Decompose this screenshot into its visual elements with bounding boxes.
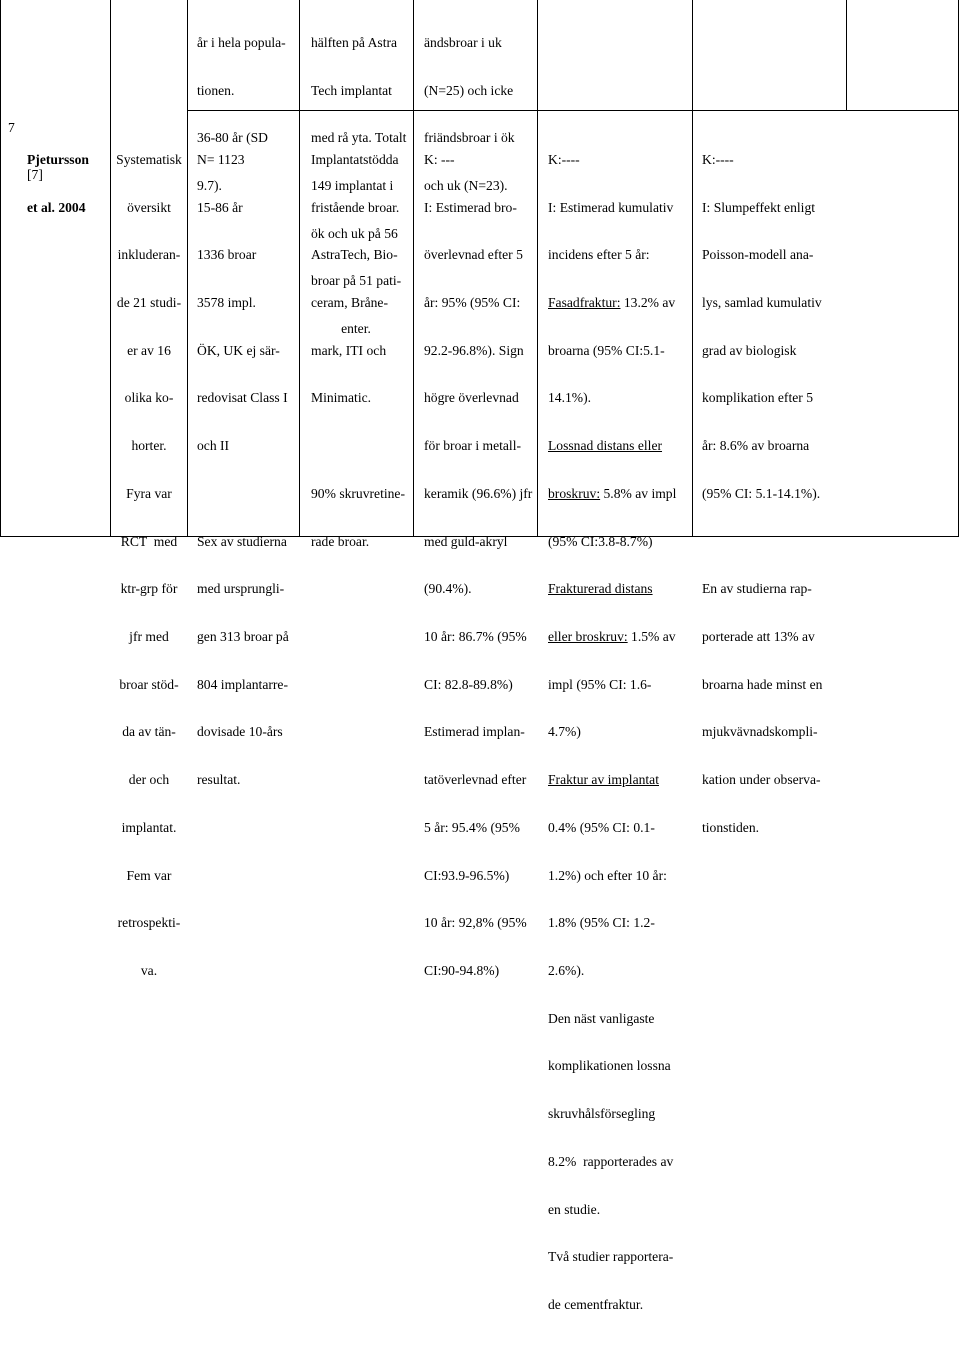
text-line: 5 år: 95.4% (95%: [424, 819, 520, 835]
text-line: [548, 486, 676, 502]
text-line: 10 år: 92,8% (95%: [424, 915, 527, 931]
outcome-cell-k1: [424, 120, 532, 1011]
outcome-cell-k2: [548, 120, 676, 1345]
grid-line: [692, 0, 693, 537]
text-line: tatöverlevnad efter: [424, 772, 527, 788]
text-line: Den näst vanligaste: [548, 1010, 655, 1026]
text-line: överlevnad efter 5: [424, 247, 523, 263]
text-line: och uk (N=23).: [424, 177, 508, 193]
text-line: broar på 51 pati-: [311, 273, 402, 289]
k-label: K:----: [548, 151, 580, 167]
value-text: 13.2% av: [620, 294, 676, 310]
text-line: Sex av studierna: [197, 533, 287, 549]
spacer: [311, 438, 405, 454]
text-line: N= 1123: [197, 151, 245, 167]
text-line: I: Slumpeffekt enligt: [702, 199, 816, 215]
population-cell: [197, 120, 289, 820]
text-line: olika ko-: [124, 390, 174, 406]
text-line: kation under observa-: [702, 772, 821, 788]
text-line: Tech implantat: [311, 82, 392, 98]
text-line: 92.2-96.8%). Sign: [424, 342, 524, 358]
spacer: [702, 534, 822, 550]
underlined-label: Fraktur av implantat: [548, 772, 659, 788]
reference-number: [7]: [27, 167, 43, 182]
text-line: 8.2% rapporterades av: [548, 1153, 674, 1169]
author-name: Pjetursson: [27, 151, 89, 167]
text-line: der och: [128, 772, 170, 788]
text-line: ÖK, UK ej sär-: [197, 342, 280, 358]
text-line: Estimerad implan-: [424, 724, 525, 740]
text-line: [548, 629, 676, 645]
text-line: högre överlevnad: [424, 390, 519, 406]
text-line: Systematisk: [116, 151, 182, 167]
text-line: CI:93.9-96.5%): [424, 867, 510, 883]
grid-line: [537, 0, 538, 537]
text-line: 4.7%): [548, 724, 581, 740]
text-line: mark, ITI och: [311, 342, 387, 358]
grid-line: [110, 0, 111, 537]
text-line: da av tän-: [122, 724, 176, 740]
text-line: fristående broar.: [311, 199, 400, 215]
text-line: broarna hade minst en: [702, 676, 823, 692]
text-line: mjukvävnadskompli-: [702, 724, 818, 740]
underlined-label: Lossnad distans eller: [548, 438, 663, 454]
text-line: ändsbroar i uk: [424, 34, 502, 50]
text-line: Två studier rapportera-: [548, 1249, 674, 1265]
text-line: (N=25) och icke: [424, 82, 514, 98]
author-cell: [27, 120, 89, 247]
text-line: tionstiden.: [702, 819, 760, 835]
text-line: tionen.: [197, 82, 235, 98]
text-line: (90.4%).: [424, 581, 472, 597]
grid-line: [299, 0, 300, 537]
text-line: 1336 broar: [197, 247, 257, 263]
text-line: år i hela popula-: [197, 34, 286, 50]
text-line: skruvhålsförsegling: [548, 1106, 656, 1122]
text-line: komplikation efter 5: [702, 390, 813, 406]
text-line: va.: [140, 963, 158, 979]
text-line: (95% CI: 5.1-14.1%).: [702, 485, 821, 501]
text-line: ök och uk på 56: [311, 225, 398, 241]
text-line: hälften på Astra: [311, 34, 398, 50]
text-line: år: 8.6% av broarna: [702, 438, 810, 454]
text-line: redovisat Class I: [197, 390, 288, 406]
text-line: ceram, Bråne-: [311, 294, 388, 310]
text-line: 149 implantat i: [311, 177, 394, 193]
text-line: de 21 studi-: [116, 294, 182, 310]
grid-line: [187, 0, 188, 537]
text-line: 0.4% (95% CI: 0.1-: [548, 819, 655, 835]
text-line: I: Estimerad bro-: [424, 199, 517, 215]
text-line: CI:90-94.8%): [424, 963, 500, 979]
text-line: inkluderan-: [117, 247, 181, 263]
text-line: broar stöd-: [119, 676, 179, 692]
underlined-label: broskruv:: [548, 485, 601, 501]
text-line: 36-80 år (SD: [197, 130, 268, 146]
text-line: CI: 82.8-89.8%): [424, 676, 513, 692]
text-line: keramik (96.6%) jfr: [424, 485, 533, 501]
text-line: impl (95% CI: 1.6-: [548, 676, 652, 692]
text-line: porterade att 13% av: [702, 628, 815, 644]
text-line: 804 implantarre-: [197, 676, 288, 692]
text-line: 3578 impl.: [197, 294, 256, 310]
text-line: översikt: [127, 199, 171, 215]
text-line: [548, 295, 676, 311]
text-line: I: Estimerad kumulativ: [548, 199, 674, 215]
text-line: en studie.: [548, 1201, 601, 1217]
text-line: broarna (95% CI:5.1-: [548, 342, 665, 358]
underlined-label: Fasadfraktur:: [548, 294, 621, 310]
text-line: 14.1%).: [548, 390, 592, 406]
underlined-label: Frakturerad distans: [548, 581, 653, 597]
intervention-cell: [311, 120, 405, 581]
text-line: Fem var: [126, 867, 172, 883]
k-label: K: ---: [424, 151, 455, 167]
spacer: [197, 486, 289, 502]
row-number: 7: [8, 120, 15, 135]
text-line: dovisade 10-års: [197, 724, 283, 740]
text-line: resultat.: [197, 772, 241, 788]
text-line: med rå yta. Totalt: [311, 130, 407, 146]
text-line: Minimatic.: [311, 390, 372, 406]
text-line: enter.: [341, 321, 371, 337]
text-line: retrospekti-: [117, 915, 181, 931]
design-cell: [112, 120, 186, 1011]
text-line: 9.7).: [197, 177, 222, 193]
underlined-label: eller broskruv:: [548, 629, 628, 644]
text-line: (95% CI:3.8-8.7%): [548, 533, 653, 549]
text-line: de cementfraktur.: [548, 1297, 644, 1313]
text-line: år: 95% (95% CI:: [424, 294, 521, 310]
text-line: friändsbroar i ök: [424, 130, 515, 146]
text-line: rade broar.: [311, 533, 370, 549]
grid-line: [846, 0, 847, 110]
text-line: 2.6%).: [548, 963, 585, 979]
text-line: med ursprungli-: [197, 581, 285, 597]
text-line: En av studierna rap-: [702, 581, 812, 597]
value-text: 1.5% av: [627, 629, 676, 644]
text-line: Implantatstödda: [311, 151, 399, 167]
author-year: et al. 2004: [27, 199, 86, 215]
value-text: 5.8% av impl: [600, 485, 677, 501]
text-line: för broar i metall-: [424, 438, 522, 454]
text-line: RCT med: [120, 533, 178, 549]
text-line: 90% skruvretine-: [311, 485, 405, 501]
text-line: incidens efter 5 år:: [548, 247, 650, 263]
grid-line: [0, 0, 1, 537]
text-line: 1.8% (95% CI: 1.2-: [548, 915, 655, 931]
text-line: komplikationen lossna: [548, 1058, 671, 1074]
text-line: implantat.: [121, 819, 177, 835]
text-line: jfr med: [129, 629, 169, 644]
text-line: grad av biologisk: [702, 342, 797, 358]
k-label: K:----: [702, 151, 734, 167]
text-line: 10 år: 86.7% (95%: [424, 629, 527, 644]
text-line: med guld-akryl: [424, 533, 508, 549]
text-line: horter.: [131, 438, 167, 454]
text-line: och II: [197, 438, 230, 454]
text-line: AstraTech, Bio-: [311, 247, 398, 263]
outcome-cell-k3: [702, 120, 822, 868]
text-line: er av 16: [127, 342, 171, 358]
text-line: Fyra var: [126, 485, 172, 501]
text-line: lys, samlad kumulativ: [702, 294, 822, 310]
text-line: Poisson-modell ana-: [702, 247, 814, 263]
text-line: 1.2%) och efter 10 år:: [548, 867, 667, 883]
text-line: ktr-grp för: [120, 581, 178, 597]
text-line: 15-86 år: [197, 199, 243, 215]
text-line: gen 313 broar på: [197, 628, 289, 644]
grid-line: [413, 0, 414, 537]
row-divider: [187, 110, 959, 111]
